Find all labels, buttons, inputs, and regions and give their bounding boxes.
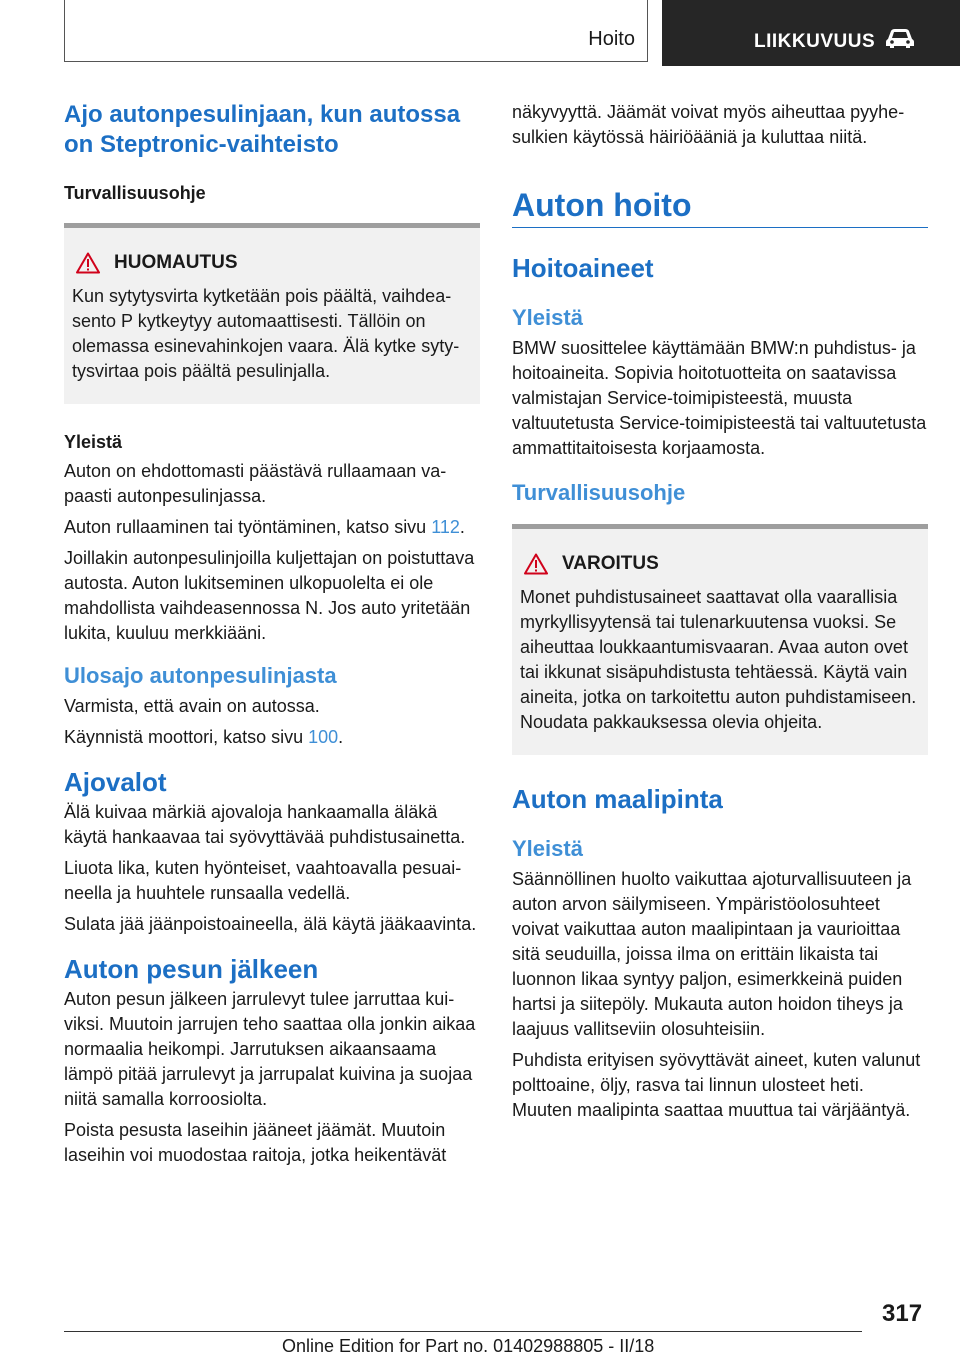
after-wash-title: Auton pesun jälkeen [64,954,319,984]
warning-icon [76,252,100,274]
notice-box [64,223,480,404]
page-number: 317 [882,1300,923,1327]
notice-text: Kun sytytysvirta kytketään pois päältä, vaihdeasento P kytkeytyy automaattisesti. Tällöin on olemassa esinevahinkojen vaara. Älä kytke sytytysvirtaa pois päältä pesulinjalla. [72,286,460,381]
paragraph: Auton on ehdottomasti päästävä rullaamaan vapaasti autonpesulinjassa. [64,461,447,506]
warning-text: Monet puhdistusaineet saattavat olla vaarallisia myrkyllisyytensä tai tulenarkuutensa vuoksi. Se aiheuttaa loukkaantumisvaaran. Avaa auton ovet tai ikkunat sisäpuhdistusta tehtäessä. Käytä vain aineita, jotka on tarkoitettu auton puhdistamiseen. Noudata pakkauksessa olevia ohjeita. [520,587,917,732]
section-title: Ajo autonpesulinjaan, kun autossa on Steptronic-vaihteisto [64,101,461,158]
warning-title: VAROITUS [562,553,659,574]
paragraph: Sulata jää jäänpoistoaineella, älä käytä jääkaavinta. [64,914,477,934]
paragraph: näkyvyyttä. Jäämät voivat myös aiheuttaa pyyhesulkien käytössä häiriöääniä ja kuluttaa niitä. [512,102,905,147]
products-title: Hoitoaineet [512,253,654,283]
left-column [64,100,480,1168]
header-box [64,0,648,62]
paragraph: Puhdista erityisen syövyttävät aineet, kuten valunut polttoaine, öljy, rasva tai linnun ulosteet heti. Muuten maalipinta saattaa muuttua tai värjääntyä. [512,1050,921,1120]
paragraph: Älä kuivaa märkiä ajovaloja hankaamalla äläkä käytä hankaavaa tai syövyttävää puhdistusainetta. [64,802,466,847]
general-title: Yleistä [512,305,583,330]
page-link-100[interactable]: 100 [308,727,339,747]
lights-title: Ajovalot [64,767,167,797]
safety-label: Turvallisuusohje [64,183,206,203]
warning-icon [524,553,548,575]
paint-general-title: Yleistä [512,836,583,861]
paragraph: Säännöllinen huolto vaikuttaa ajoturvallisuuteen ja auton arvon säilymiseen. Ympäristöolosuhteet voivat vaikuttaa auton maalipintaan ja vaurioittaa sitä seuduilla, joissa ilma on erittäin likaista tai luonnon likaa syntyy paljon, esimerkkeinä puiden hartsi ja siitepöly. Mukauta auton hoidon tiheys ja laajuus vallitseviin olosuhteisiin. [512,869,912,1039]
paragraph: Poista pesusta laseihin jääneet jäämät. Muutoin laseihin voi muodostaa raitoja, jotka heikentävät [64,1120,447,1165]
chapter-tab [662,0,960,66]
right-column [512,100,928,1123]
page-link-112[interactable]: 112 [431,517,460,537]
paragraph: Käynnistä moottori, katso sivu 100. [64,727,344,747]
edition-text: Online Edition for Part no. 01402988805 - II/18 [282,1336,655,1356]
section-label: Hoito [588,28,635,50]
car-icon [884,27,916,49]
exit-title: Ulosajo autonpesulinjasta [64,663,337,688]
chapter-label: LIIKKUVUUS [754,31,876,52]
warning-box [512,524,928,755]
paragraph: Liuota lika, kuten hyönteiset, vaahtoavalla pesuaineella ja huuhtele runsaalla vedellä. [64,858,462,903]
paragraph: Auton pesun jälkeen jarrulevyt tulee jarruttaa kuiviksi. Muutoin jarrujen teho saattaa olla jonkin aikaa normaalia heikompi. Jarrutuksen aikaansaama lämpö pitää jarrulevyt ja jarrupalat kuivina ja suojaa niitä samalla korroosiolta. [64,989,476,1109]
general-label: Yleistä [64,432,123,452]
paragraph: Auton rullaaminen tai työntäminen, katso sivu 112. [64,517,465,537]
paragraph: Joillakin autonpesulinjoilla kuljettajan on poistuttava autosta. Auton lukitseminen ulkopuolelta ei ole mahdollista vaihdeasennossa N. Jos auto yritetään lukita, kuuluu merkkiääni. [64,548,475,643]
safety-title: Turvallisuusohje [512,480,686,505]
paragraph: Varmista, että avain on autossa. [64,696,320,716]
paragraph: BMW suosittelee käyttämään BMW:n puhdistus- ja hoitoaineita. Sopivia hoitotuotteita on saatavissa valmistajan Service-toimipisteestä, muusta valtuutetusta Service-toimipisteestä tai valtuutetusta ammattitaitoisesta korjaamosta. [512,338,927,458]
paint-title: Auton maalipinta [512,784,723,814]
care-title: Auton hoito [512,185,928,228]
footer-divider [64,1331,862,1332]
notice-title: HUOMAUTUS [114,252,238,273]
